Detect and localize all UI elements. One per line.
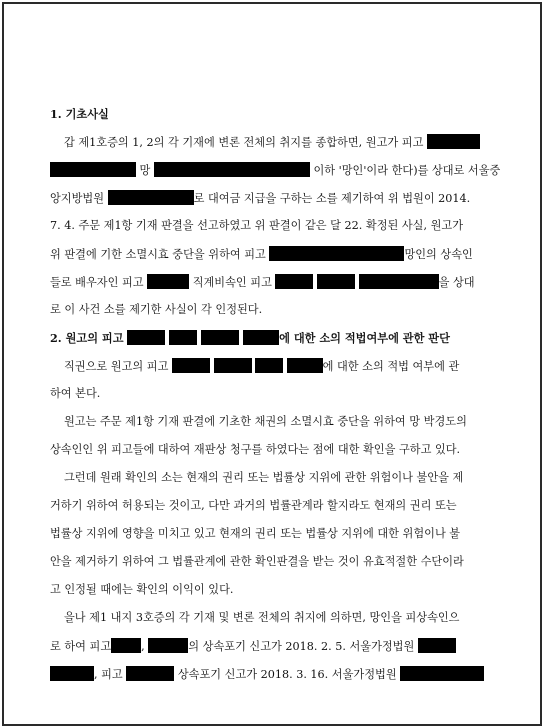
text-line-9: 하여 본다. <box>50 387 101 400</box>
redaction-bar <box>126 666 174 681</box>
text-line-18: 로 하여 피고 , 의 상속포기 신고가 2018. 2. 5. 서울가정법원 <box>50 638 456 655</box>
section-heading-basic-facts: 1. 기초사실 <box>50 107 109 121</box>
redaction-bar <box>148 638 188 653</box>
text-line-6: 들로 배우자인 피고 직계비속인 피고 을 상대 <box>50 276 475 289</box>
redaction-bar <box>418 638 456 653</box>
text-line-7: 로 이 사건 소를 제기한 사실이 각 인정된다. <box>50 303 263 316</box>
text-line-8: 직권으로 원고의 피고 에 대한 소의 적법 여부에 관 <box>64 360 460 373</box>
text-line-15: 안을 제거하기 위하여 그 법률관계에 관한 확인판결을 받는 것이 유효적절한 수단이라 <box>50 555 464 568</box>
redaction-bar <box>243 330 279 345</box>
redaction-bar <box>359 274 439 289</box>
redaction-bar <box>201 330 239 345</box>
text-line-3: 앙지방법원 로 대여금 지급을 구하는 소를 제기하여 위 법원이 2014. <box>50 192 471 205</box>
text-line-16: 고 인정될 때에는 확인의 이익이 있다. <box>50 583 234 596</box>
redaction-bar <box>172 358 210 373</box>
redaction-bar <box>111 638 141 653</box>
redaction-bar <box>108 190 194 205</box>
redaction-bar <box>255 358 283 373</box>
redaction-bar <box>317 274 355 289</box>
text-line-13: 거하기 위하여 허용되는 것이고, 다만 과거의 법률관계라 할지라도 현재의 권리 또는 <box>50 499 457 512</box>
redaction-bar <box>287 358 323 373</box>
document-page <box>2 2 542 726</box>
text-line-11: 상속인인 위 피고들에 대하여 재판상 청구를 하였다는 점에 대한 확인을 구하고 있다. <box>50 443 461 456</box>
redaction-bar <box>147 274 189 289</box>
redaction-bar <box>275 274 313 289</box>
text-line-1: 갑 제1호증의 1, 2의 각 기재에 변론 전체의 취지를 종합하면, 원고가 피고 <box>64 134 480 151</box>
text-line-19: , 피고 상속포기 신고가 2018. 3. 16. 서울가정법원 <box>50 666 484 683</box>
redaction-bar <box>269 246 404 261</box>
text-line-5: 위 판결에 기한 소멸시효 중단을 위하여 피고 망인의 상속인 <box>50 248 473 261</box>
text-line-14: 법률상 지위에 영향을 미치고 있고 현재의 권리 또는 법률상 지위에 대한 위험이나 불 <box>50 527 461 540</box>
redaction-bar <box>400 666 484 681</box>
text-line-17: 을나 제1 내지 3호증의 각 기재 및 변론 전체의 취지에 의하면, 망인을 피상속인으 <box>64 611 460 624</box>
redaction-bar <box>427 134 480 149</box>
text-line-10: 원고는 주문 제1항 기재 판결에 기초한 채권의 소멸시효 중단을 위하여 망 박경도의 <box>64 415 467 428</box>
redaction-bar <box>50 162 136 177</box>
text-line-2: 망 이하 '망인'이라 한다)를 상대로 서울중 <box>50 162 500 179</box>
redaction-bar <box>214 358 252 373</box>
redaction-bar <box>154 162 310 177</box>
text-line-12: 그런데 원래 확인의 소는 현재의 권리 또는 법률상 지위에 관한 위험이나 불안을 제 <box>64 471 464 484</box>
redaction-bar <box>169 330 197 345</box>
section-heading-jurisdiction: 2. 원고의 피고 에 대한 소의 적법여부에 관한 판단 <box>50 331 450 345</box>
redaction-bar <box>127 330 165 345</box>
redaction-bar <box>50 666 94 681</box>
text-line-4: 7. 4. 주문 제1항 기재 판결을 선고하였고 위 판결이 같은 달 22. 확정된 사실, 원고가 <box>50 219 464 232</box>
